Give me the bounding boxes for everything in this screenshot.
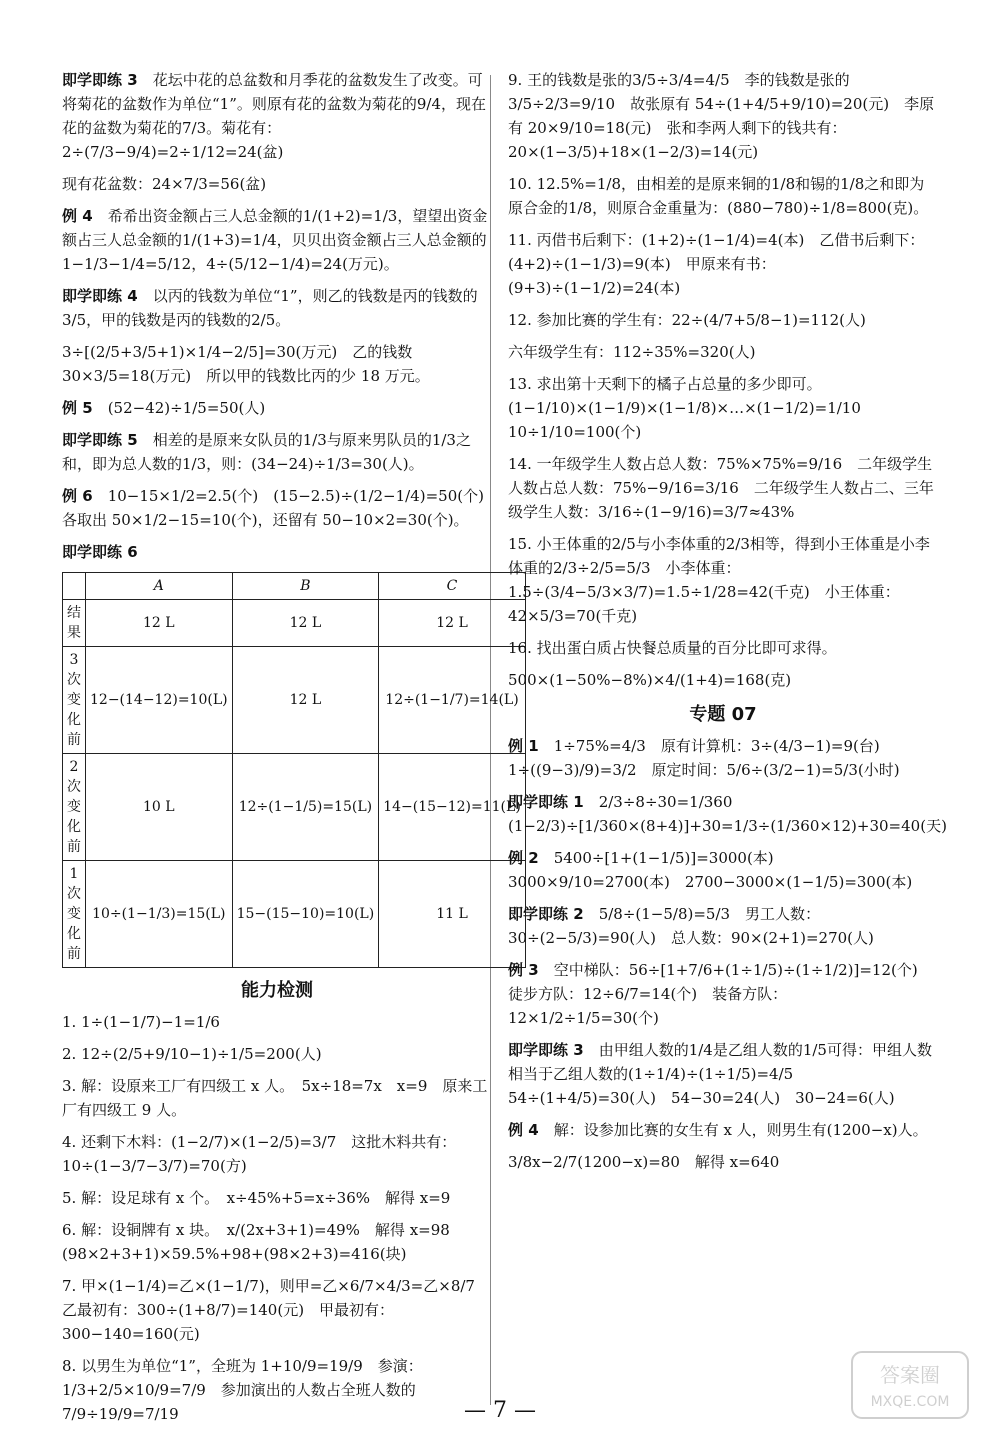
table-header: C: [379, 573, 526, 600]
table-header: [63, 573, 86, 600]
answer-13: 13. 求出第十天剩下的橘子占总量的多少即可。(1−1/10)×(1−1/9)×(1−1/8)×…×(1−1/2)=1/10 10÷1/10=100(个): [508, 375, 876, 441]
page-number: — 7 —: [464, 1398, 536, 1423]
table-cell: 10 L: [86, 754, 233, 861]
table-row: [63, 861, 526, 968]
section-heading-topic-07: 专题 07: [689, 704, 757, 725]
answer-9: 9. 王的钱数是张的3/5÷3/4=4/5 李的钱数是张的3/5÷2/3=9/10 故张原有 54÷(1+4/5+9/10)=20(元) 李原有 20×9/10=18(元) 张和李两人剩下的钱共有：20×(1−3/5)+18×(1−2/3)=14(元): [508, 71, 935, 161]
table-cell: 12 L: [232, 600, 379, 647]
answer-1: 1. 1÷(1−1/7)−1=1/6: [62, 1013, 220, 1031]
table-header-row: [63, 573, 526, 600]
table-row: [63, 647, 526, 754]
example-6: 例 6 10−15×1/2=2.5(个) (15−2.5)÷(1/2−1/4)=50(个) 各取出 50×1/2−15=10(个)，还留有 50−10×2=30(个)。: [62, 487, 499, 529]
answer-8: 8. 以男生为单位“1”，全班为 1+10/9=19/9 参演：1/3+2/5×10/9=7/9 参加演出的人数占全班人数的7/9÷19/9=7/19: [62, 1357, 423, 1423]
answer-5: 5. 解：设足球有 x 个。 x÷45%+5=x÷36% 解得 x=9: [62, 1189, 451, 1207]
answer-16-cont: 500×(1−50%−8%)×4/(1+4)=168(克): [508, 671, 792, 689]
table-cell: 2 次变化前: [63, 754, 86, 861]
table-cell: 10÷(1−1/3)=15(L): [86, 861, 233, 968]
answer-6: 6. 解：设铜牌有 x 块。 x/(2x+3+1)=49% 解得 x=98 (98×2+3+1)×59.5%+98+(98×2+3)=416(块): [62, 1221, 465, 1263]
table-row: [63, 600, 526, 647]
answer-3: 3. 解：设原来工厂有四级工 x 人。 5x÷18=7x x=9 原来工厂有四级工 9 人。: [62, 1077, 488, 1119]
topic-practice-2: 即学即练 2 5/8÷(1−5/8)=5/3 男工人数：30÷(2−5/3)=90(人) 总人数：90×(2+1)=270(人): [508, 905, 874, 947]
answer-16: 16. 找出蛋白质占快餐总质量的百分比即可求得。: [508, 639, 837, 657]
topic-example-2: 例 2 5400÷[1+(1−1/5)]=3000(本) 3000×9/10=2700(本) 2700−3000×(1−1/5)=300(本): [508, 849, 913, 891]
table-cell: 1 次变化前: [63, 861, 86, 968]
answer-12: 12. 参加比赛的学生有：22÷(4/7+5/8−1)=112(人): [508, 311, 866, 329]
table-cell: 11 L: [379, 861, 526, 968]
change-table: [62, 572, 526, 968]
answer-14: 14. 一年级学生人数占总人数：75%×75%=9/16 二年级学生人数占总人数：75%−9/16=3/16 二年级学生人数占二、三年级学生人数：3/16÷(1−9/16)=3/7≈43%: [508, 455, 934, 521]
answer-2: 2. 12÷(2/5+9/10−1)÷1/5=200(人): [62, 1045, 322, 1063]
answer-7: 7. 甲×(1−1/4)=乙×(1−1/7)，则甲=乙×6/7×4/3=乙×8/7 乙最初有：300÷(1+8/7)=140(元) 甲最初有：300−140=160(元): [62, 1277, 490, 1343]
table-cell: 结果: [63, 600, 86, 647]
svg-text:MXQE.COM: MXQE.COM: [870, 1394, 950, 1410]
practice-4-cont: 3÷[(2/5+3/5+1)×1/4−2/5]=30(万元) 乙的钱数 30×3/5=18(万元) 所以甲的钱数比丙的少 18 万元。: [62, 343, 430, 385]
left-column: [62, 68, 521, 1434]
topic-practice-3: 即学即练 3 由甲组人数的1/4是乙组人数的1/5可得：甲组人数相当于乙组人数的(1÷1/4)÷(1÷1/5)=4/5 54÷(1+4/5)=30(人) 54−30=24(人) 30−24=6(人): [508, 1041, 932, 1107]
right-column: [508, 68, 947, 1182]
table-cell: 15−(15−10)=10(L): [232, 861, 379, 968]
table-row: [63, 754, 526, 861]
topic-example-3: 例 3 空中梯队：56÷[1+7/6+(1÷1/5)÷(1÷1/2)]=12(个) 徒步方队：12÷6/7=14(个) 装备方队：12×1/2÷1/5=30(个): [508, 961, 933, 1027]
answer-15: 15. 小王体重的2/5与小李体重的2/3相等，得到小王体重是小李体重的2/3÷2/5=5/3 小李体重：1.5÷(3/4−5/3×3/7)=1.5÷1/28=42(千克) 小王体重：42×5/3=70(千克): [508, 535, 930, 625]
answer-11: 11. 丙借书后剩下：(1+2)÷(1−1/4)=4(本) 乙借书后剩下：(4+2)÷(1−1/3)=9(本) 甲原来有书：(9+3)÷(1−1/2)=24(本): [508, 231, 925, 297]
table-header: A: [86, 573, 233, 600]
topic-example-1: 例 1 1÷75%=4/3 原有计算机：3÷(4/3−1)=9(台) 1÷((9−3)/9)=3/2 原定时间：5/6÷(3/2−1)=5/3(小时): [508, 737, 900, 779]
example-5: 例 5 (52−42)÷1/5=50(人): [62, 399, 266, 417]
practice-4: 即学即练 4 以丙的钱数为单位“1”，则乙的钱数是丙的钱数的3/5，甲的钱数是丙的钱数的2/5。: [62, 287, 478, 329]
answer-12-cont: 六年级学生有：112÷35%=320(人): [508, 343, 756, 361]
table-cell: 12 L: [232, 647, 379, 754]
table-cell: 12÷(1−1/7)=14(L): [379, 647, 526, 754]
table-cell: 14−(15−12)=11(L): [379, 754, 526, 861]
table-cell: 12 L: [379, 600, 526, 647]
table-cell: 12 L: [86, 600, 233, 647]
section-heading-ability-test: 能力检测: [241, 980, 313, 1001]
table-cell: 12÷(1−1/5)=15(L): [232, 754, 379, 861]
answer-4: 4. 还剩下木料：(1−2/7)×(1−2/5)=3/7 这批木料共有：10÷(1−3/7−3/7)=70(方): [62, 1133, 457, 1175]
answer-10: 10. 12.5%=1/8，由相差的是原来铜的1/8和锡的1/8之和即为原合金的1/8，则原合金重量为：(880−780)÷1/8=800(克)。: [508, 175, 929, 217]
svg-text:答案圈: 答案圈: [880, 1363, 940, 1387]
table-title: 即学即练 6: [62, 543, 138, 561]
topic-example-4: 例 4 解：设参加比赛的女生有 x 人，则男生有(1200−x)人。: [508, 1121, 928, 1139]
table-cell: 12−(14−12)=10(L): [86, 647, 233, 754]
practice-3-cont: 现有花盆数：24×7/3=56(盆): [62, 175, 267, 193]
practice-5: 即学即练 5 相差的是原来女队员的1/3与原来男队员的1/3之和，即为总人数的1/3，则：(34−24)÷1/3=30(人)。: [62, 431, 471, 473]
table-header: B: [232, 573, 379, 600]
topic-example-4-cont: 3/8x−2/7(1200−x)=80 解得 x=640: [508, 1153, 780, 1171]
example-4: 例 4 希希出资金额占三人总金额的1/(1+2)=1/3，望望出资金额占三人总金额的1/(1+3)=1/4，贝贝出资金额占三人总金额的1−1/3−1/4=5/12，4÷(5/12−1/4)=24(万元)。: [62, 207, 488, 273]
table-cell: 3 次变化前: [63, 647, 86, 754]
practice-3: 即学即练 3 花坛中花的总盆数和月季花的盆数发生了改变。可将菊花的盆数作为单位“1”。则原有花的盆数为菊花的9/4，现在花的盆数为菊花的7/3。菊花有：2÷(7/3−9/4)=2÷1/12=24(盆): [62, 71, 487, 161]
topic-practice-1: 即学即练 1 2/3÷8÷30=1/360 (1−2/3)÷[1/360×(8+4)]+30=1/3÷(1/360×12)+30=40(天): [508, 793, 947, 835]
watermark-logo: [850, 1350, 970, 1420]
